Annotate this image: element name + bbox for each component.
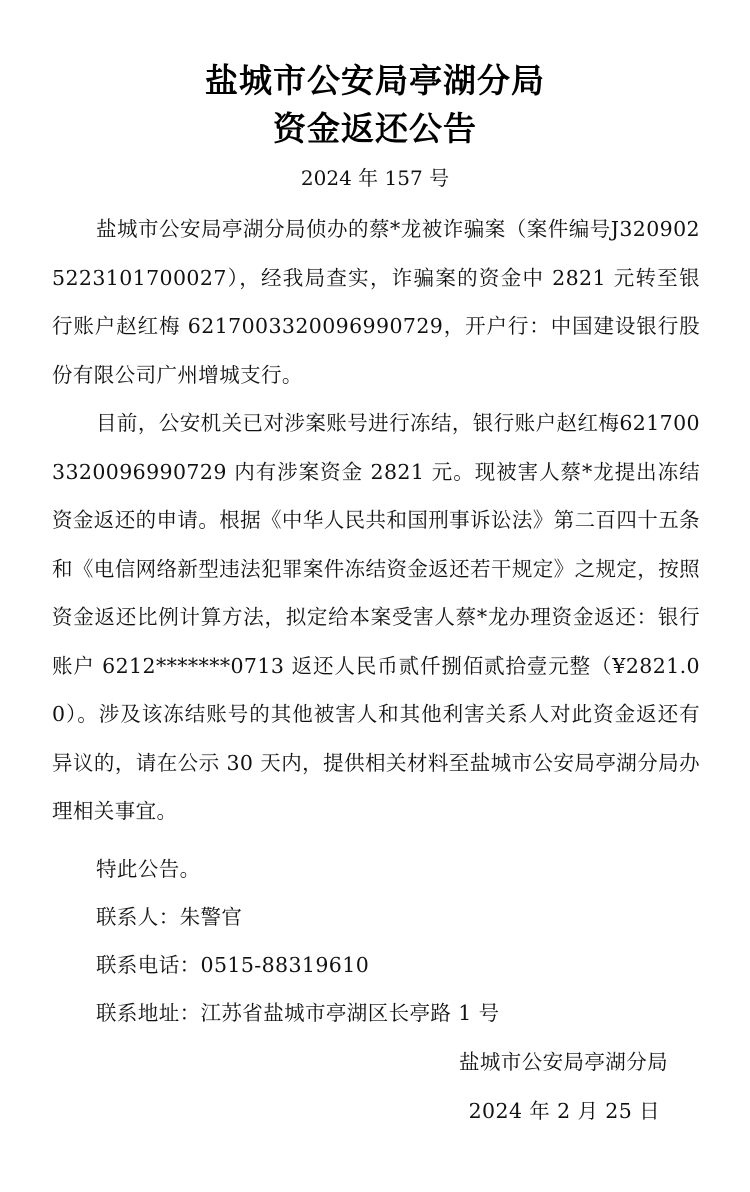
- document-number: 2024 年 157 号: [300, 166, 450, 190]
- signature-date: 2024 年 2 月 25 日: [468, 1099, 660, 1123]
- contact-phone: 联系电话：0515-88319610: [96, 953, 370, 977]
- title-line-2: 资金返还公告: [273, 109, 477, 148]
- contact-person: 联系人：朱警官: [96, 905, 243, 929]
- body-paragraph-2: 目前，公安机关已对涉案账号进行冻结，银行账户赵红梅6217003320096990729 内有涉案资金 2821 元。现被害人蔡*龙提出冻结资金返还的申请。根据《中华人民共和国刑事诉讼法》第二百四十五条和《电信网络新型违法犯罪案件冻结资金返还若干规定》之规定，按照资金返还比例计算方法，拟定给本案受害人蔡*龙办理资金返还：银行账户 6212*******0713 返还人民币贰仟捌佰贰拾壹元整（¥2821.00）。涉及该冻结账号的其他被害人和其他利害关系人对此资金返还有异议的，请在公示 30 天内，提供相关材料至盐城市公安局亭湖分局办理相关事宜。: [52, 411, 700, 823]
- closing-notice: 特此公告。: [96, 857, 201, 881]
- title-line-1: 盐城市公安局亭湖分局: [205, 61, 545, 100]
- contact-address: 联系地址：江苏省盐城市亭湖区长亭路 1 号: [96, 1001, 500, 1025]
- signature-organization: 盐城市公安局亭湖分局: [459, 1050, 668, 1074]
- body-paragraph-1: 盐城市公安局亭湖分局侦办的蔡*龙被诈骗案（案件编号J3209025223101700027），经我局查实，诈骗案的资金中 2821 元转至银行账户赵红梅 6217003320096990729，开户行：中国建设银行股份有限公司广州增城支行。: [52, 217, 700, 387]
